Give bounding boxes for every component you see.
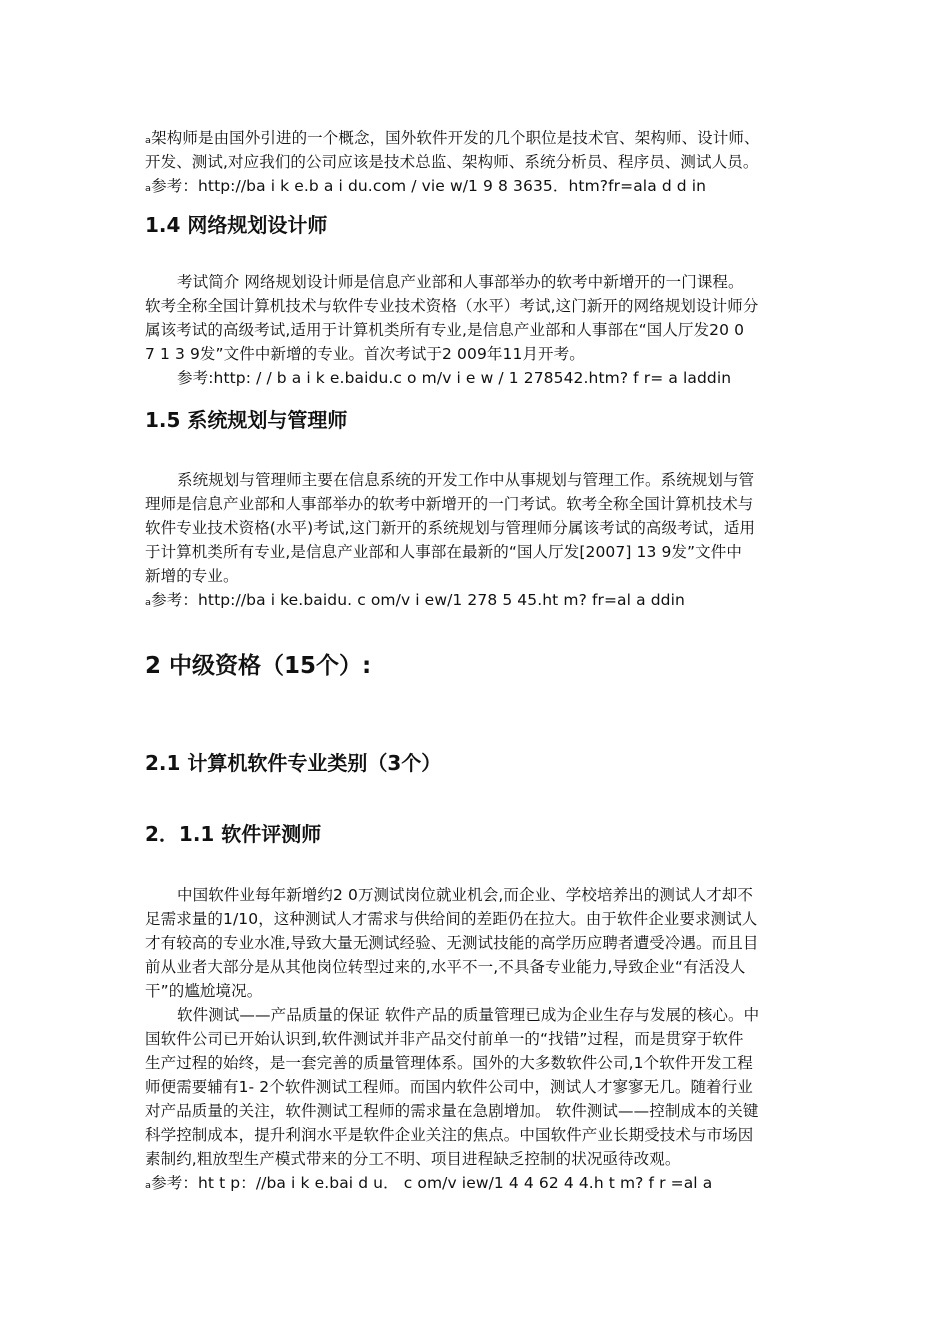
reference-line: 参考:http: / / b a i k e.baidu.c o m/v i e w / 1 278542.htm? f r= a laddin <box>177 369 732 387</box>
text-line: 考试简介 网络规划设计师是信息产业部和人事部举办的软考中新增开的一门课程。 <box>177 273 744 291</box>
section-2-1-1-paragraph <box>145 883 810 1195</box>
reference-line: ₐ参考：http://ba i ke.baidu. c om/v i ew/1 278 5 45.ht m? fr=al a ddin <box>145 591 685 609</box>
text-line: 于计算机类所有专业,是信息产业部和人事部在最新的“国人厅发[2007] 13 9发”文件中 <box>145 543 742 561</box>
heading-1-5: 1.5 系统规划与管理师 <box>145 408 348 432</box>
section-1-4-paragraph <box>145 270 810 390</box>
text-line: 前从业者大部分是从其他岗位转型过来的,水平不一,不具备专业能力,导致企业“有活没人 <box>145 958 746 976</box>
architect-paragraph <box>145 126 810 198</box>
heading-2-1: 2.1 计算机软件专业类别（3个） <box>145 751 442 775</box>
text-line: 中国软件业每年新增约2 0万测试岗位就业机会,而企业、学校培养出的测试人才却不 <box>177 886 753 904</box>
text-line: 科学控制成本，提升利润水平是软件企业关注的焦点。中国软件产业长期受技术与市场因 <box>145 1126 754 1144</box>
text-line: 开发、测试,对应我们的公司应该是技术总监、架构师、系统分析员、程序员、测试人员。 <box>145 153 759 171</box>
text-line: ₐ架构师是由国外引进的一个概念，国外软件开发的几个职位是技术官、架构师、设计师、 <box>145 129 760 147</box>
text-line: 国软件公司已开始认识到,软件测试并非产品交付前单一的“找错”过程，而是贯穿于软件 <box>145 1030 744 1048</box>
text-line: 系统规划与管理师主要在信息系统的开发工作中从事规划与管理工作。系统规划与管 <box>177 471 755 489</box>
heading-1-4: 1.4 网络规划设计师 <box>145 213 328 237</box>
text-line: 属该考试的高级考试,适用于计算机类所有专业,是信息产业部和人事部在“国人厅发20 0 <box>145 321 745 339</box>
text-line: 对产品质量的关注，软件测试工程师的需求量在急剧增加。 软件测试——控制成本的关键 <box>145 1102 759 1120</box>
reference-line: ₐ参考：http://ba i k e.b a i du.com / vie w/1 9 8 3635．htm?fr=ala d d in <box>145 177 707 195</box>
text-line: 7 1 3 9发”文件中新增的专业。首次考试于2 009年11月开考。 <box>145 345 585 363</box>
text-line: 足需求量的1/10，这种测试人才需求与供给间的差距仍在拉大。由于软件企业要求测试人 <box>145 910 758 928</box>
text-line: 才有较高的专业水准,导致大量无测试经验、无测试技能的高学历应聘者遭受冷遇。而且目 <box>145 934 759 952</box>
section-1-5-paragraph <box>145 468 810 612</box>
text-line: 师便需要辅有1- 2个软件测试工程师。而国内软件公司中，测试人才寥寥无几。随着行业 <box>145 1078 753 1096</box>
text-line: 软件测试——产品质量的保证 软件产品的质量管理已成为企业生存与发展的核心。中 <box>177 1006 760 1024</box>
text-line: 软件专业技术资格(水平)考试,这门新开的系统规划与管理师分属该考试的高级考试，适用 <box>145 519 756 537</box>
text-line: 新增的专业。 <box>145 567 239 585</box>
text-line: 干”的尴尬境况。 <box>145 982 263 1000</box>
heading-2-1-1: 2．1.1 软件评测师 <box>145 822 322 846</box>
text-line: 生产过程的始终，是一套完善的质量管理体系。国外的大多数软件公司,1个软件开发工程 <box>145 1054 753 1072</box>
heading-2: 2 中级资格（15个）: <box>145 653 372 679</box>
reference-line: ₐ参考：ht t p：//ba i k e.bai d u． c om/v iew/1 4 4 62 4 4.h t m? f r =al a <box>145 1174 713 1192</box>
text-line: 素制约,粗放型生产模式带来的分工不明、项目进程缺乏控制的状况亟待改观。 <box>145 1150 681 1168</box>
text-line: 理师是信息产业部和人事部举办的软考中新增开的一门考试。软考全称全国计算机技术与 <box>145 495 754 513</box>
text-line: 软考全称全国计算机技术与软件专业技术资格（水平）考试,这门新开的网络规划设计师分 <box>145 297 759 315</box>
